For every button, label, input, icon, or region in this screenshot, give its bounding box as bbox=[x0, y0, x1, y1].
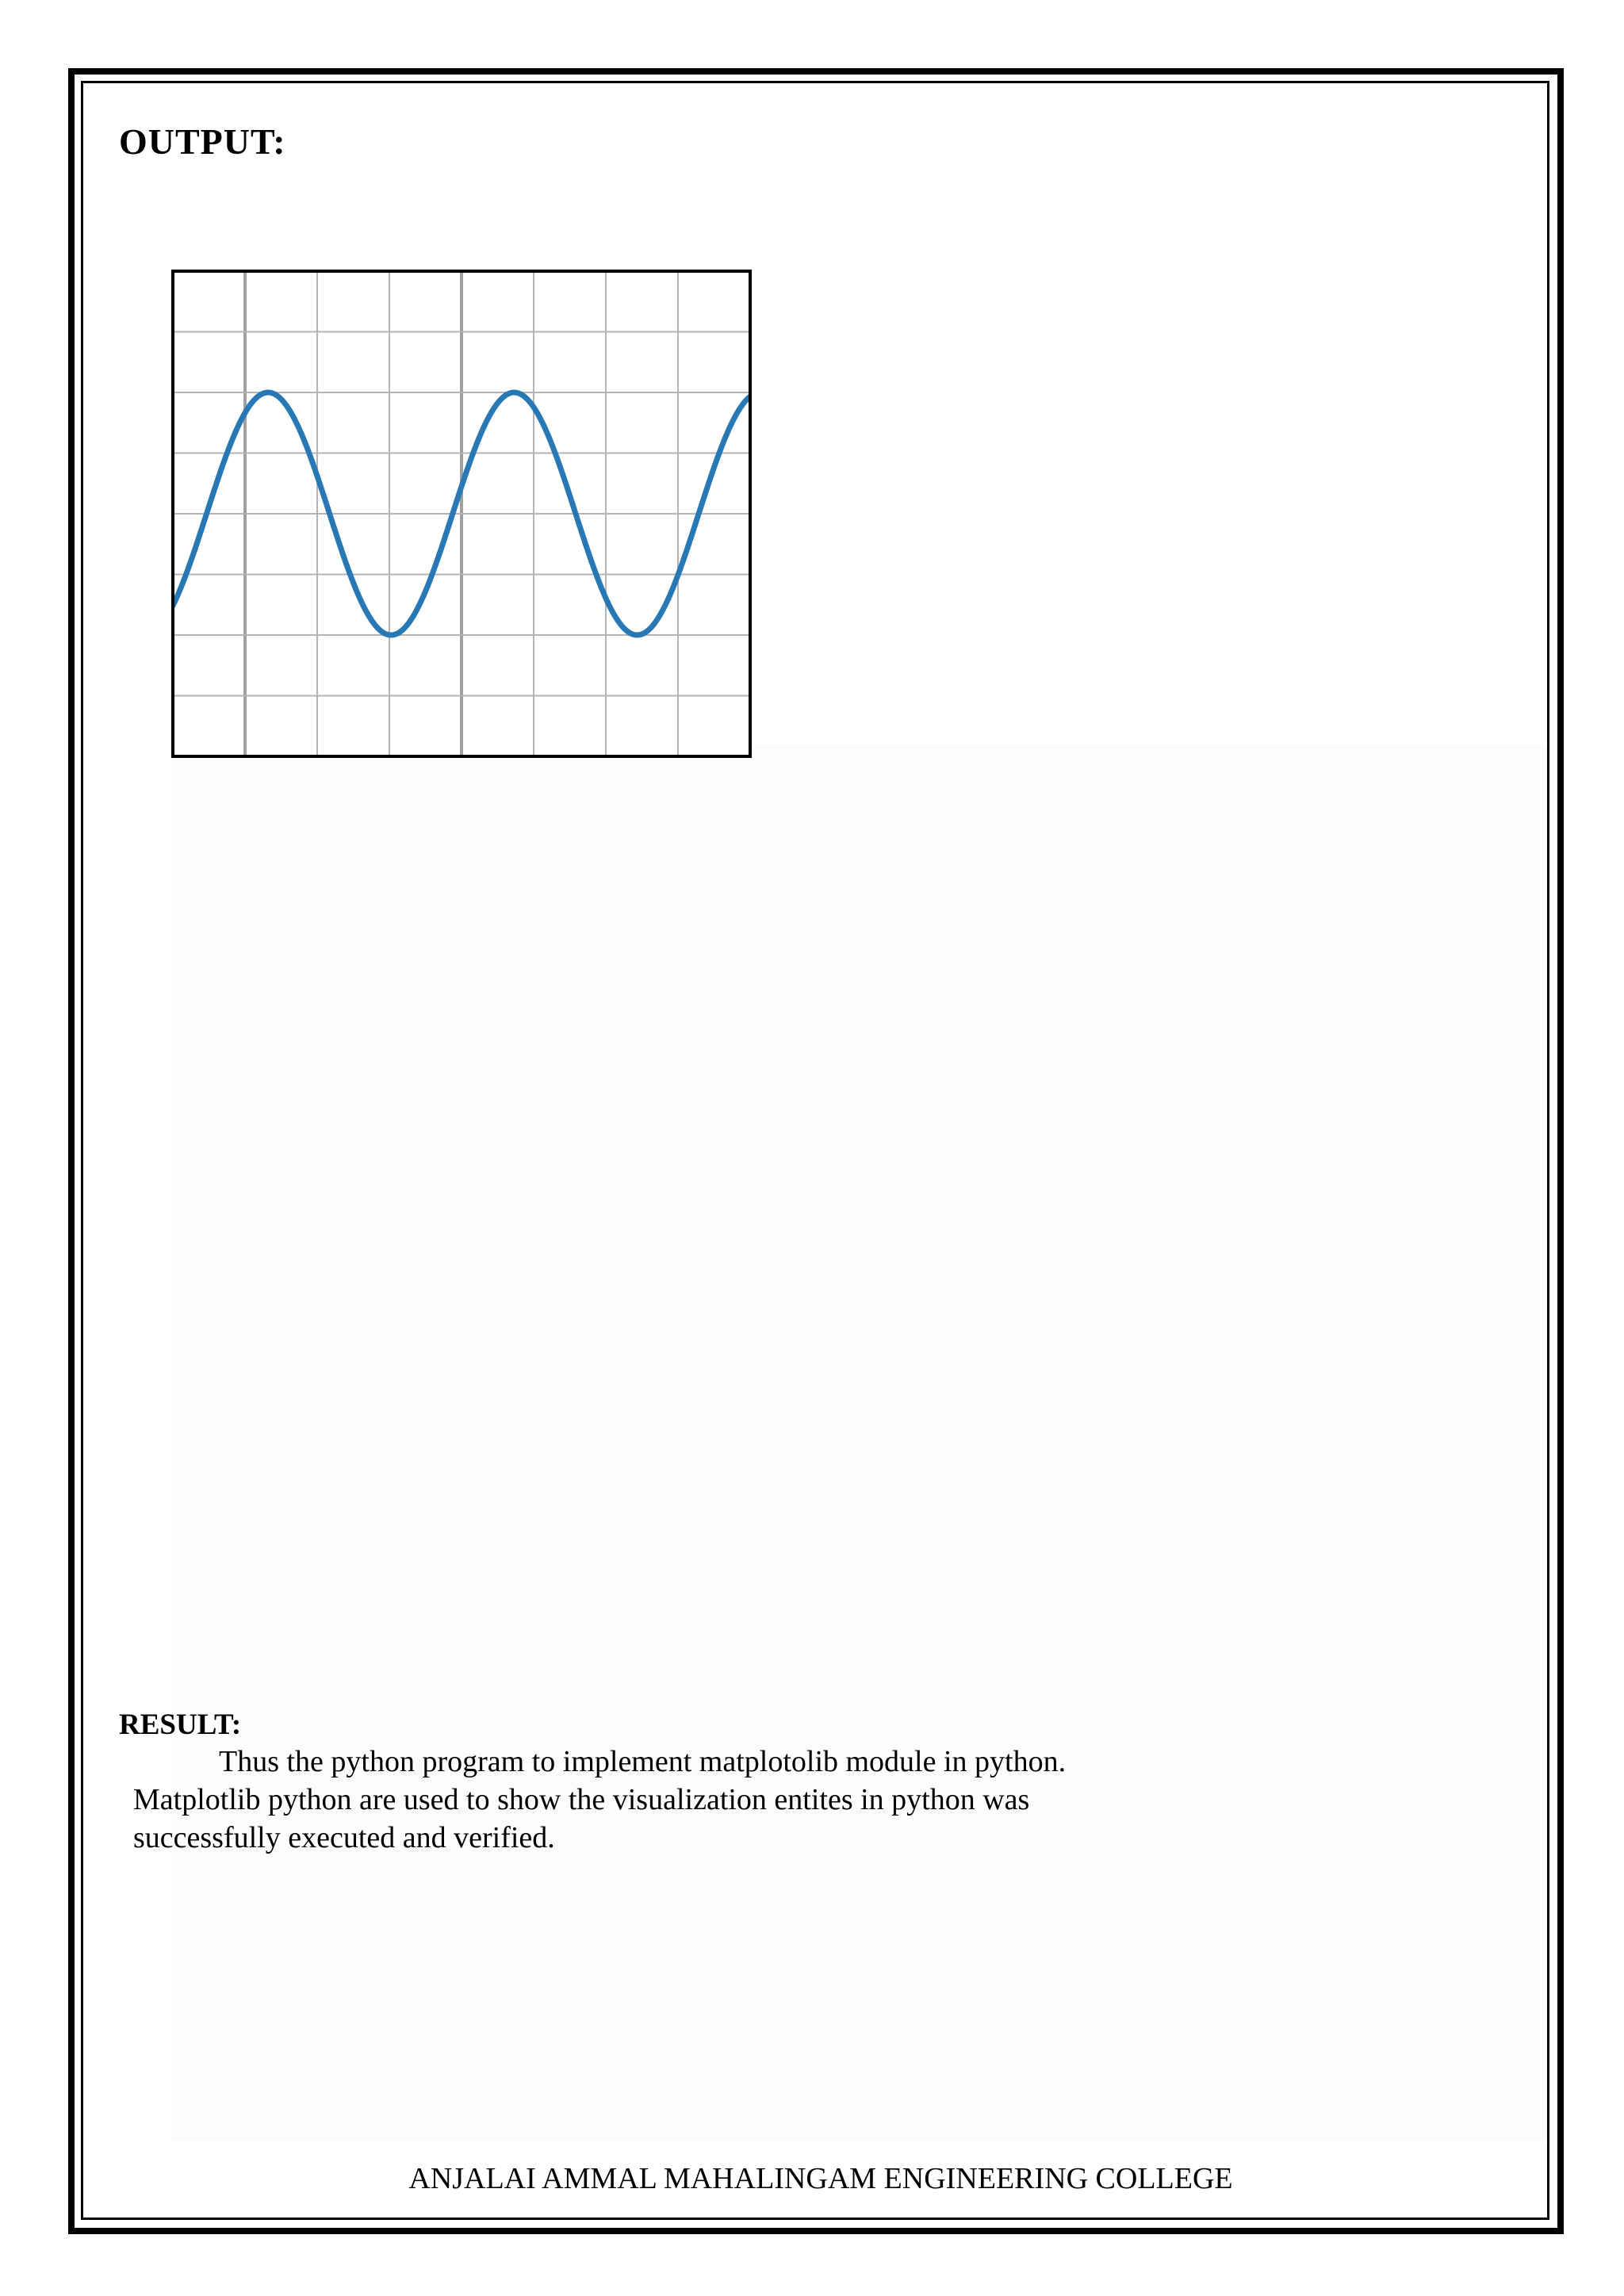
chart-svg bbox=[171, 270, 752, 758]
result-heading: RESULT: bbox=[119, 1709, 242, 1741]
result-line-2: Matplotlib python are used to show the visualization entites in python was bbox=[133, 1783, 1030, 1816]
college-footer: ANJALAI AMMAL MAHALINGAM ENGINEERING COLLEGE bbox=[408, 2162, 1233, 2195]
output-heading: OUTPUT: bbox=[119, 121, 286, 162]
result-line-3: successfully executed and verified. bbox=[133, 1821, 555, 1854]
result-line-1: Thus the python program to implement matplotolib module in python. bbox=[219, 1745, 1067, 1778]
result-paragraph bbox=[133, 1743, 1180, 1857]
sine-wave-chart bbox=[171, 270, 752, 758]
